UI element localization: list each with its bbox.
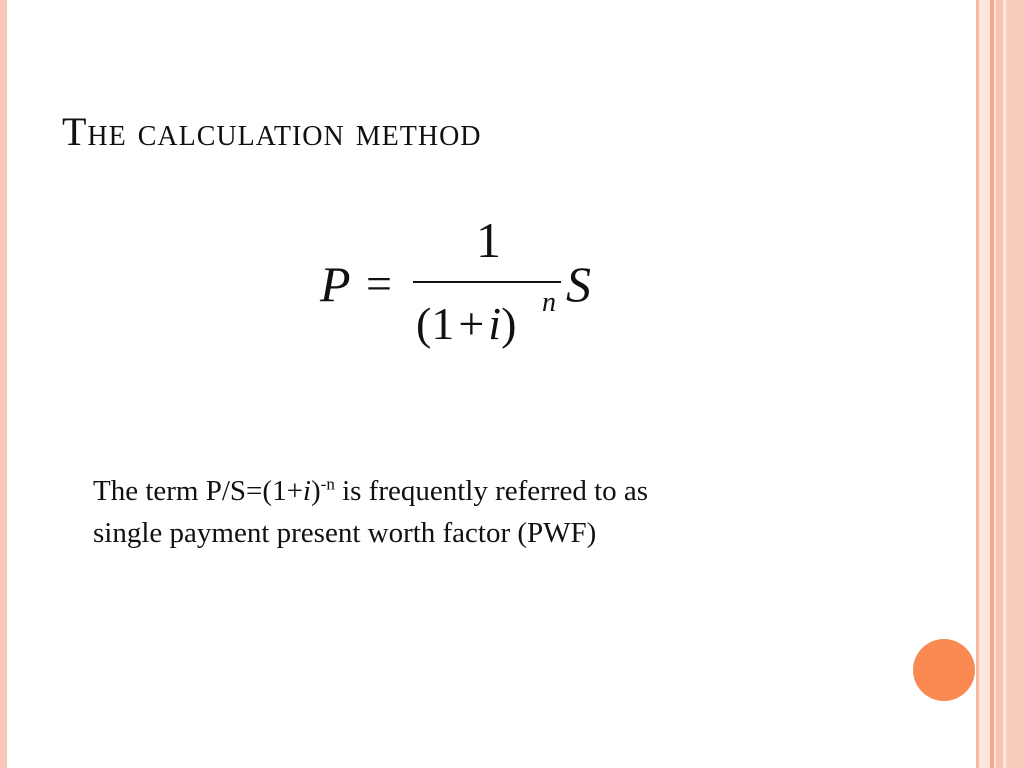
body-paren-open: (1+: [262, 475, 303, 507]
stripe: [996, 0, 1003, 768]
body-line-2: single payment present worth factor (PWF): [93, 517, 597, 549]
den-open: (1: [416, 298, 455, 349]
body-italic-i: i: [302, 475, 311, 507]
right-decorative-stripes: [976, 0, 1024, 768]
den-plus: +: [458, 298, 485, 349]
formula-rhs: S: [566, 256, 591, 312]
formula-exponent: n: [542, 287, 556, 318]
body-line-1: [93, 470, 893, 512]
orange-circle-decoration: [913, 639, 975, 701]
den-close: ): [501, 298, 517, 349]
slide-title: The calculation method: [62, 109, 482, 154]
body-suffix: is frequently referred to as: [334, 475, 649, 507]
body-superscript: -n: [320, 474, 335, 494]
formula-equals: =: [366, 258, 392, 309]
formula-numerator: 1: [476, 212, 501, 268]
formula-lhs: P: [320, 256, 351, 312]
fraction-bar: [413, 281, 561, 283]
stripe: [1006, 0, 1024, 768]
stripe: [979, 0, 990, 768]
left-accent-border: [0, 0, 7, 768]
den-var: i: [488, 298, 502, 349]
formula-denominator: [416, 298, 516, 350]
body-paren-close: ): [310, 475, 321, 507]
body-paragraph: [93, 470, 893, 554]
present-worth-formula: [316, 212, 616, 352]
body-prefix: The term P/S=: [93, 475, 263, 507]
